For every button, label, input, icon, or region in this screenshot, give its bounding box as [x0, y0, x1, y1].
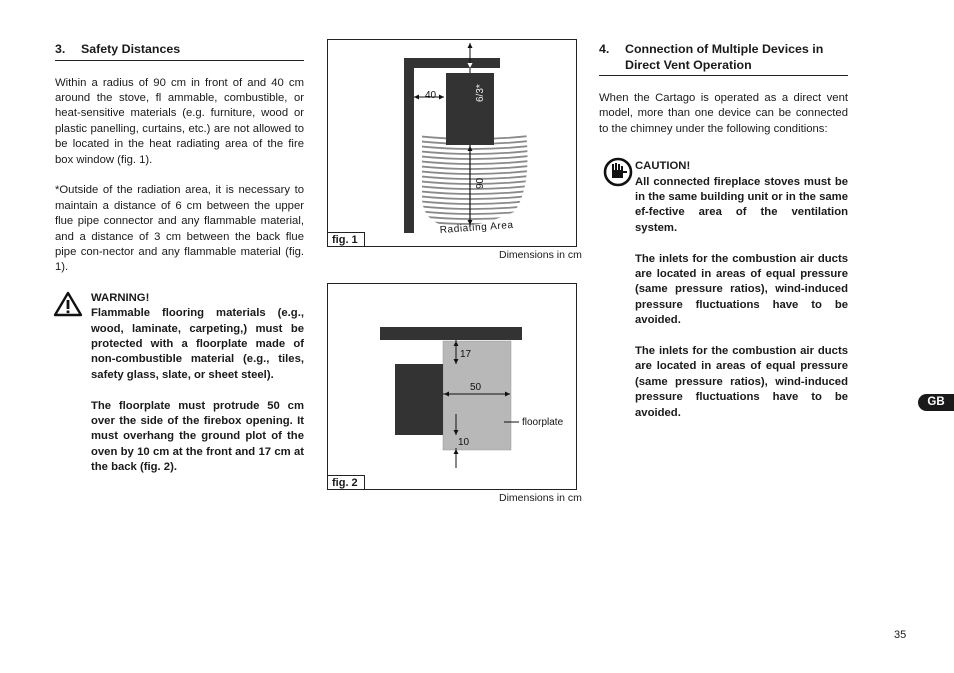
section-3-heading [55, 42, 304, 61]
radiating-area-diagram [328, 40, 576, 246]
fig-2-label: fig. 2 [327, 475, 365, 490]
dim-40-label: 40 [425, 90, 437, 101]
section-4-title-line-1: Connection of Multiple Devices in [625, 42, 824, 56]
fig-2-caption: Dimensions in cm [499, 492, 582, 504]
safety-distances-paragraph-1: Within a radius of 90 cm in front of and 40 cm around the stove, fl ammable, combustible, or heat-sensitive materials (e.g. furniture, wood or plastic panelling, curtains, etc.) are not allowed to be located in the heat radiating area of the fire box window (fig. 1). [55, 76, 304, 166]
section-3-title: Safety Distances [81, 42, 181, 56]
stove-body [395, 364, 443, 435]
fig-1-caption: Dimensions in cm [499, 249, 582, 261]
floorplate-label: floorplate [522, 417, 564, 428]
dim-63-label: 6/3* [475, 84, 486, 102]
caution-hand-icon [603, 157, 633, 187]
dim-17-label: 17 [460, 349, 472, 360]
warning-title: WARNING! [91, 291, 150, 304]
dim-50-label: 50 [470, 382, 482, 393]
multiple-devices-paragraph: When the Cartago is operated as a direct vent model, more than one device can be connected to the chimney under the following conditions: [599, 92, 848, 135]
warning-block [55, 291, 304, 476]
dim-90-label: 90 [475, 177, 486, 189]
multiple-devices-section [599, 42, 848, 421]
radiating-area-label: Radiating Area [439, 219, 515, 236]
figure-1 [327, 39, 577, 247]
stove-body [446, 73, 494, 145]
safety-distances-section [55, 42, 304, 476]
section-4-title-line-2: Direct Vent Operation [625, 57, 752, 72]
dim-10-label: 10 [458, 437, 470, 448]
floorplate-area [443, 341, 511, 450]
caution-text-3: The inlets for the combustion air ducts are located in areas of equal pressure (same pressure ratios), wind-induced pressure fluctuations have to be avoided. [635, 345, 848, 419]
fig-1-label: fig. 1 [327, 232, 365, 247]
section-4-heading [599, 42, 848, 76]
caution-text-2: The inlets for the combustion air ducts are located in areas of equal pressure (same pressure ratios), wind-induced pressure fluctuations have to be avoided. [635, 252, 848, 327]
caution-block [599, 159, 848, 421]
warning-triangle-icon [53, 291, 83, 317]
floorplate-diagram [328, 284, 576, 489]
figure-2 [327, 283, 577, 490]
section-4-number: 4. [599, 42, 610, 56]
section-3-number: 3. [55, 42, 66, 56]
language-tab-gb: GB [918, 394, 954, 411]
warning-text-1: Flammable flooring materials (e.g., wood, laminate, carpeting,) must be protected with a floorplate made of non-combustible material (e.g., tiles, safety glass, slate, or sheet steel). [91, 307, 304, 381]
wall [404, 58, 414, 233]
ceiling [404, 58, 500, 68]
back-wall [380, 327, 522, 340]
page-number: 35 [894, 629, 907, 641]
safety-distances-paragraph-2: *Outside of the radiation area, it is necessary to maintain a distance of 6 cm between the upper flue pipe connector and any flammable material, and a distance of 3 cm between the back flue pipe con-nector and any flammable material (fig. 1). [55, 184, 304, 274]
warning-text-2: The floorplate must protrude 50 cm over the side of the firebox opening. It must overhang the ground plot of the oven by 10 cm at the front and 17 cm at the back (fig. 2). [91, 399, 304, 474]
caution-text-1: All connected fireplace stoves must be in the same building unit or in the same ef-fective area of the ventilation system. [635, 175, 848, 234]
caution-title: CAUTION! [635, 160, 691, 173]
